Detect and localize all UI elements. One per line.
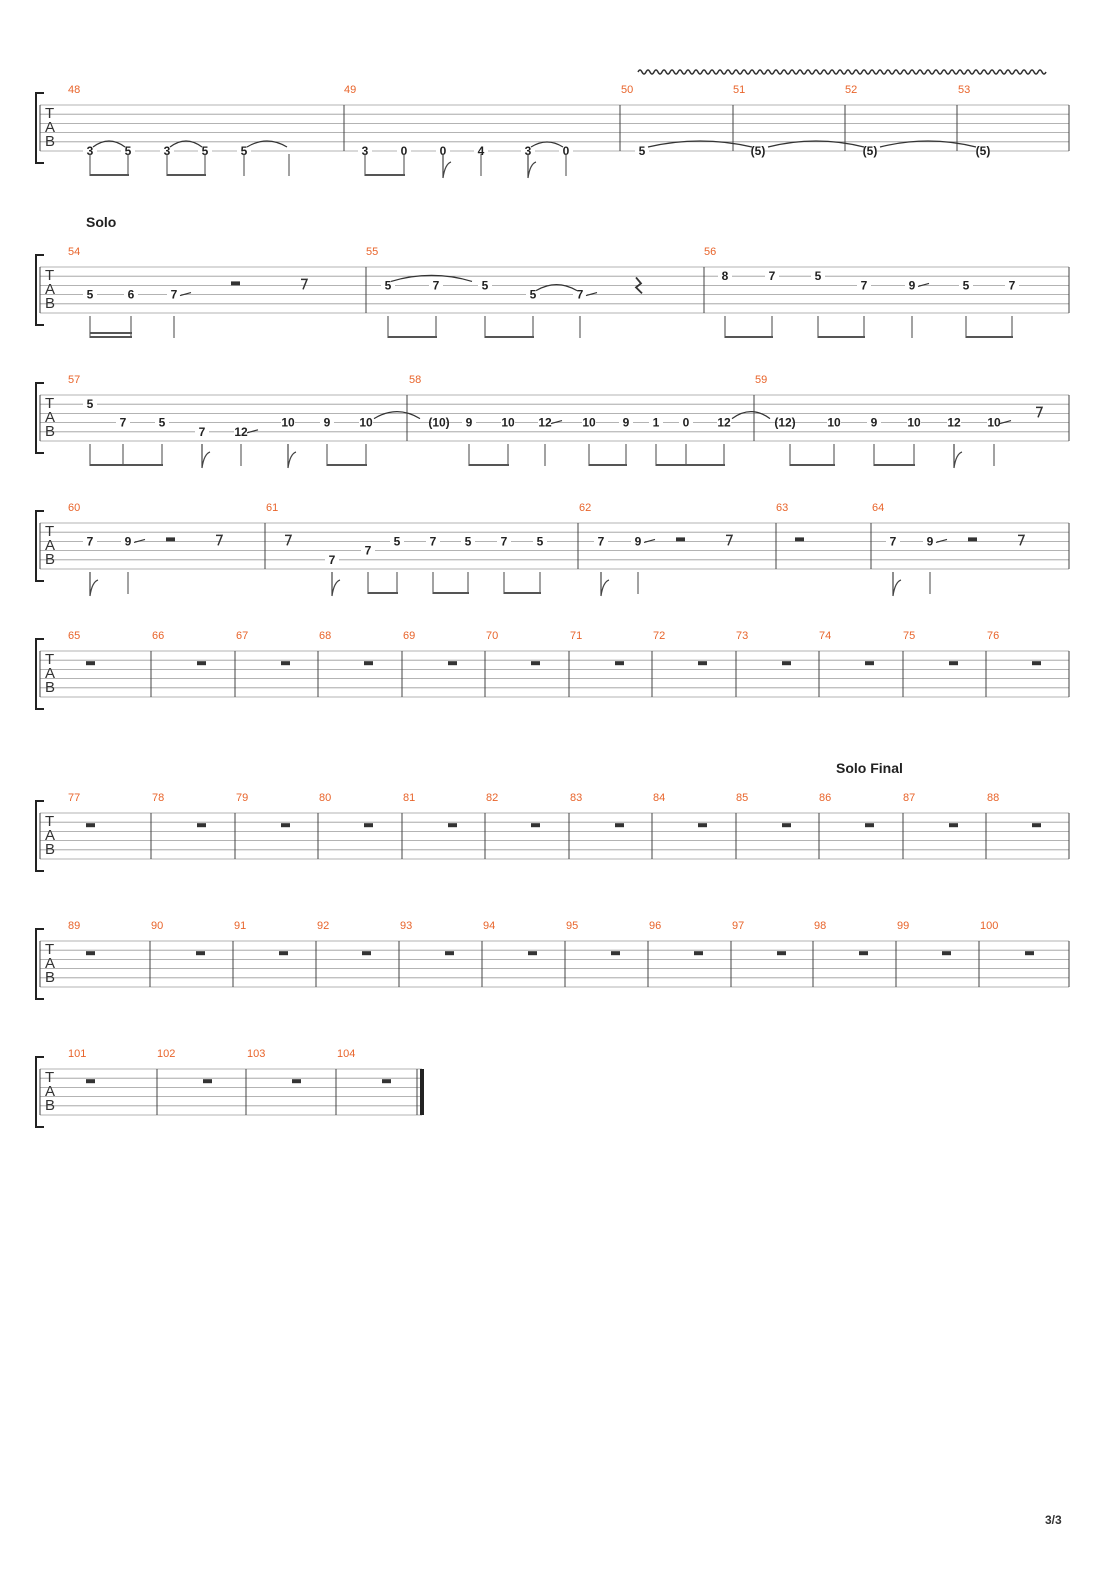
slide-icon (247, 430, 258, 433)
rest-icon (949, 661, 958, 665)
note-flag (288, 444, 296, 468)
fret-number: 7 (364, 543, 372, 558)
beam (90, 464, 163, 466)
rest-icon (1018, 535, 1024, 545)
measure-number: 51 (733, 84, 746, 96)
fret-number: 10 (987, 415, 1001, 430)
fret-number: 5 (201, 144, 209, 158)
fret-number: 0 (439, 144, 447, 158)
tab-letter-a: A (45, 665, 56, 682)
tab-letter-t: T (45, 813, 55, 830)
rest-icon (292, 1079, 301, 1083)
rest-icon (694, 951, 703, 955)
fret-number: 5 (529, 287, 537, 302)
fret-number: (5) (975, 144, 991, 158)
section-label-solo-final: Solo Final (836, 760, 903, 776)
slide-icon (918, 283, 929, 286)
fret-number: 10 (281, 415, 295, 430)
measure-number: 85 (736, 792, 749, 804)
slide-icon (134, 539, 145, 542)
measure-number: 91 (234, 920, 247, 932)
note-flag (601, 572, 609, 596)
fret-number: 7 (1008, 278, 1016, 293)
measure-number: 101 (68, 1048, 87, 1060)
slide-icon (180, 293, 191, 296)
fret-number: 5 (86, 287, 94, 302)
measure-number: 95 (566, 920, 579, 932)
rest-icon (795, 537, 804, 541)
rest-icon (216, 535, 222, 545)
tab-letter-a: A (45, 827, 56, 844)
tab-letter-a: A (45, 119, 56, 136)
measure-number: 103 (247, 1048, 266, 1060)
note-flag (90, 572, 98, 596)
slide-icon (551, 421, 562, 424)
fret-number: 7 (170, 287, 178, 302)
tie-icon (732, 412, 770, 419)
measure-number: 54 (68, 246, 81, 258)
fret-number: 7 (432, 278, 440, 293)
beam (90, 174, 129, 176)
rest-icon (285, 535, 291, 545)
fret-number: 9 (124, 534, 132, 549)
fret-number: 7 (328, 552, 336, 567)
fret-number: 9 (323, 415, 331, 430)
beam (167, 174, 206, 176)
tab-letter-b: B (45, 1097, 56, 1114)
tie-icon (374, 412, 420, 419)
fret-number: 7 (198, 424, 206, 439)
measure-number: 55 (366, 246, 379, 258)
tab-letter-b: B (45, 423, 56, 440)
beam (504, 592, 541, 594)
rest-icon (281, 823, 290, 827)
tab-letter-b: B (45, 969, 56, 986)
fret-number: 3 (86, 144, 94, 158)
fret-number: 1 (652, 415, 660, 430)
tab-letter-a: A (45, 537, 56, 554)
measure-number: 73 (736, 630, 749, 642)
fret-number: (12) (774, 415, 796, 430)
rest-icon (942, 951, 951, 955)
rest-icon (279, 951, 288, 955)
fret-number: 9 (465, 415, 473, 430)
fret-number: 5 (481, 278, 489, 293)
rest-icon (197, 823, 206, 827)
slide-icon (1000, 421, 1011, 424)
fret-number: 10 (907, 415, 921, 430)
tab-letter-b: B (45, 679, 56, 696)
measure-number: 63 (776, 502, 789, 514)
beam (469, 464, 509, 466)
rest-icon (528, 951, 537, 955)
rest-icon (166, 537, 175, 541)
note-flag (893, 572, 901, 596)
measure-number: 56 (704, 246, 717, 258)
rest-icon (615, 823, 624, 827)
measure-number: 75 (903, 630, 916, 642)
staff-system-6 (36, 792, 1069, 871)
fret-number: 4 (477, 144, 485, 158)
rest-icon (445, 951, 454, 955)
fret-number: 9 (634, 534, 642, 549)
staff-system-4 (36, 502, 1069, 581)
rest-icon (382, 1079, 391, 1083)
fret-number: 0 (400, 144, 408, 158)
measure-number: 86 (819, 792, 832, 804)
tab-letter-a: A (45, 281, 56, 298)
tab-letter-t: T (45, 651, 55, 668)
measure-number: 90 (151, 920, 164, 932)
rest-icon (968, 537, 977, 541)
rest-icon (301, 279, 307, 289)
measure-number: 84 (653, 792, 666, 804)
fret-number: 7 (500, 534, 508, 549)
tab-letter-t: T (45, 267, 55, 284)
tab-letter-a: A (45, 409, 56, 426)
beam (656, 464, 725, 466)
rest-icon (448, 823, 457, 827)
rest-icon (203, 1079, 212, 1083)
rest-icon (1032, 823, 1041, 827)
rest-icon (448, 661, 457, 665)
measure-number: 82 (486, 792, 499, 804)
measure-number: 52 (845, 84, 858, 96)
tie-icon (531, 142, 563, 147)
fret-number: 5 (962, 278, 970, 293)
rest-icon (865, 823, 874, 827)
fret-number: 5 (86, 397, 94, 412)
measure-number: 88 (987, 792, 1000, 804)
fret-number: 10 (501, 415, 515, 430)
measure-number: 58 (409, 374, 422, 386)
measure-number: 93 (400, 920, 413, 932)
rest-icon (86, 661, 95, 665)
fret-number: 9 (908, 278, 916, 293)
fret-number: 3 (361, 144, 369, 158)
note-flag (332, 572, 340, 596)
rest-icon (865, 661, 874, 665)
fret-number: 5 (393, 534, 401, 549)
vibrato-icon (638, 70, 1046, 74)
staff-system-1 (36, 84, 1069, 163)
fret-number: 10 (582, 415, 596, 430)
measure-number: 65 (68, 630, 81, 642)
measure-number: 99 (897, 920, 910, 932)
fret-number: 7 (889, 534, 897, 549)
fret-number: 0 (682, 415, 690, 430)
measure-number: 60 (68, 502, 81, 514)
fret-number: 3 (163, 144, 171, 158)
rest-icon (698, 823, 707, 827)
measure-number: 76 (987, 630, 1000, 642)
fret-number: 10 (827, 415, 841, 430)
note-flag (954, 444, 962, 468)
measure-number: 64 (872, 502, 885, 514)
staff-system-7 (36, 920, 1069, 999)
rest-icon (86, 1079, 95, 1083)
fret-number: 12 (538, 415, 552, 430)
section-label-solo: Solo (86, 214, 117, 230)
rest-icon (86, 951, 95, 955)
measure-number: 94 (483, 920, 496, 932)
fret-number: (5) (750, 144, 766, 158)
rest-icon (1025, 951, 1034, 955)
rest-icon (698, 661, 707, 665)
measure-number: 72 (653, 630, 666, 642)
beam (368, 592, 398, 594)
rest-icon (615, 661, 624, 665)
measure-number: 61 (266, 502, 279, 514)
rest-icon (676, 537, 685, 541)
fret-number: (10) (428, 415, 450, 430)
beam (90, 336, 132, 338)
beam (433, 592, 469, 594)
beam (485, 336, 534, 338)
rest-icon (782, 661, 791, 665)
beam (90, 332, 132, 334)
measure-number: 50 (621, 84, 634, 96)
staff-system-8 (36, 1048, 424, 1127)
measure-number: 80 (319, 792, 332, 804)
beam (327, 464, 367, 466)
measure-number: 78 (152, 792, 165, 804)
measure-number: 87 (903, 792, 916, 804)
fret-number: 12 (947, 415, 961, 430)
staff-system-3 (36, 374, 1069, 453)
measure-number: 79 (236, 792, 249, 804)
tab-letter-t: T (45, 941, 55, 958)
rest-icon (777, 951, 786, 955)
rest-icon (364, 823, 373, 827)
measure-number: 100 (980, 920, 999, 932)
fret-number: 12 (717, 415, 731, 430)
fret-number: 7 (119, 415, 127, 430)
tab-letter-t: T (45, 395, 55, 412)
fret-number: 7 (86, 534, 94, 549)
measure-number: 81 (403, 792, 416, 804)
measure-number: 96 (649, 920, 662, 932)
measure-number: 62 (579, 502, 592, 514)
note-flag (202, 444, 210, 468)
measure-number: 49 (344, 84, 357, 96)
tab-letter-b: B (45, 295, 56, 312)
beam (874, 464, 915, 466)
final-barline-icon (420, 1069, 424, 1115)
rest-icon (281, 661, 290, 665)
measure-number: 77 (68, 792, 81, 804)
fret-number: 7 (860, 278, 868, 293)
fret-number: 6 (127, 287, 135, 302)
rest-icon (196, 951, 205, 955)
fret-number: 5 (384, 278, 392, 293)
rest-icon (1036, 407, 1042, 417)
fret-number: 5 (158, 415, 166, 430)
fret-number: 7 (576, 287, 584, 302)
rest-icon (531, 661, 540, 665)
measure-number: 69 (403, 630, 416, 642)
beam (388, 336, 437, 338)
slide-icon (644, 539, 655, 542)
fret-number: 12 (234, 424, 248, 439)
tab-letter-t: T (45, 105, 55, 122)
measure-number: 92 (317, 920, 330, 932)
tab-letter-b: B (45, 551, 56, 568)
fret-number: 7 (429, 534, 437, 549)
measure-number: 74 (819, 630, 832, 642)
rest-icon (364, 661, 373, 665)
fret-number: 9 (622, 415, 630, 430)
rest-icon (949, 823, 958, 827)
fret-number: 5 (240, 144, 248, 158)
measure-number: 48 (68, 84, 81, 96)
rest-icon (231, 281, 240, 285)
rest-icon (859, 951, 868, 955)
rest-icon (197, 661, 206, 665)
measure-number: 70 (486, 630, 499, 642)
fret-number: 5 (536, 534, 544, 549)
measure-number: 67 (236, 630, 249, 642)
fret-number: 9 (870, 415, 878, 430)
measure-number: 66 (152, 630, 165, 642)
rest-icon (1032, 661, 1041, 665)
fret-number: (5) (862, 144, 878, 158)
rest-icon (726, 535, 732, 545)
measure-number: 71 (570, 630, 583, 642)
fret-number: 7 (597, 534, 605, 549)
beam (790, 464, 835, 466)
fret-number: 7 (768, 269, 776, 284)
fret-number: 5 (124, 144, 132, 158)
measure-number: 104 (337, 1048, 356, 1060)
fret-number: 3 (524, 144, 532, 158)
page-number: 3/3 (1045, 1513, 1062, 1527)
measure-number: 59 (755, 374, 768, 386)
beam (725, 336, 773, 338)
fret-number: 9 (926, 534, 934, 549)
tab-letter-a: A (45, 955, 56, 972)
beam (589, 464, 627, 466)
rest-icon (362, 951, 371, 955)
slide-icon (936, 539, 947, 542)
measure-number: 98 (814, 920, 827, 932)
tab-letter-t: T (45, 1069, 55, 1086)
rest-icon (782, 823, 791, 827)
measure-number: 97 (732, 920, 745, 932)
fret-number: 10 (359, 415, 373, 430)
measure-number: 68 (319, 630, 332, 642)
staff-system-5 (36, 630, 1069, 709)
beam (365, 174, 405, 176)
rest-icon (531, 823, 540, 827)
measure-number: 89 (68, 920, 81, 932)
tab-letter-b: B (45, 841, 56, 858)
rest-icon (86, 823, 95, 827)
fret-number: 5 (814, 269, 822, 284)
slide-icon (586, 293, 597, 296)
fret-number: 5 (638, 144, 646, 158)
tab-letter-t: T (45, 523, 55, 540)
measure-number: 57 (68, 374, 81, 386)
beam (818, 336, 865, 338)
fret-number: 5 (464, 534, 472, 549)
fret-number: 0 (562, 144, 570, 158)
measure-number: 83 (570, 792, 583, 804)
measure-number: 102 (157, 1048, 176, 1060)
fret-number: 8 (721, 269, 729, 284)
measure-number: 53 (958, 84, 971, 96)
tab-letter-b: B (45, 133, 56, 150)
tab-letter-a: A (45, 1083, 56, 1100)
beam (966, 336, 1013, 338)
rest-icon (611, 951, 620, 955)
